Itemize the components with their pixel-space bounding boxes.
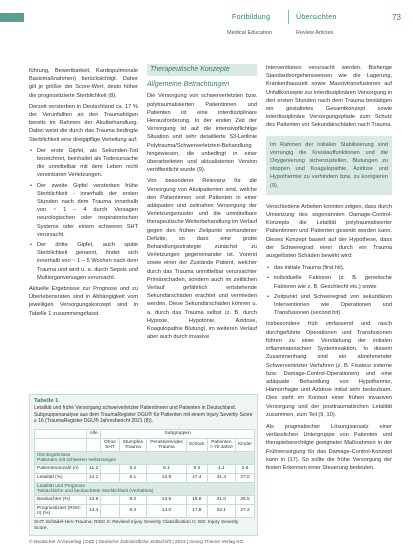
table-row-label: Letalität (%): [35, 473, 87, 482]
right-intro-paragraph: Interventionen verursacht werden. Bisherige Standardvorgehensweisen wie die Lagerung, Krankenhauszeit sowie Massivtransfusionen auf Unfallkonzepte zur interdisziplinären Versorgung in den ersten Stunden nach dem Trauma bestätigen ein gestaltetes Gesamtkonzept sowie interdisziplinäre Versorgungspfade zum Schutz des Patienten vor Sekundärschäden nach Trauma.: [266, 65, 392, 129]
sub-heading: Allgemeine Betrachtungen: [147, 81, 230, 89]
list-item: • individuelle Faktoren (z. B. genetische Faktoren wie z. B. Geschlecht etc.) sowie: [266, 274, 392, 290]
list-item: • das initiale Trauma (first hit),: [266, 264, 392, 272]
table-cell: 27.0: [236, 473, 255, 482]
table-cell: 27.2: [236, 504, 255, 517]
left-closing-paragraph: Aktuelle Ergebnisse zur Prognose und zu Überlebensraten sind in Abhängigkeit vom jeweiligen Versorgungskonzept sind in Tabelle 1 zusammengefasst.: [29, 286, 138, 317]
table-cell: 8.1: [147, 464, 187, 473]
table-group-row: [35, 482, 255, 495]
table-cell: 14.1: [87, 473, 101, 482]
table-grid: [34, 429, 255, 518]
table-header-cell: [35, 429, 87, 438]
table-group-label: Letalität und Prognose Tatsächliche und beobachtete Sterblichkeit (Verhältnis): [35, 482, 255, 495]
table-header-cell: [87, 438, 101, 451]
table-cell: 4.1: [207, 464, 235, 473]
table-header-cell: Alle: [87, 429, 101, 438]
middle-column: [147, 64, 257, 345]
table-cell: 13.8: [147, 473, 187, 482]
table-cell: [101, 504, 119, 517]
table-header-cell: Patienten > 70 Jahre: [207, 438, 235, 451]
table-cell: 14.0: [147, 504, 187, 517]
header-tab-fortbildung: Fortbildung: [232, 14, 271, 21]
left-column: [29, 67, 138, 321]
table-row: [35, 473, 255, 482]
table-cell: 13.9: [87, 495, 101, 504]
header-sub-medical-education: Medical Education: [227, 30, 272, 36]
table-title: Tabelle 1: [34, 398, 59, 404]
middle-paragraph-1: Die Versorgung von schwerverletzten bzw. polytraumatisierten Patientinnen und Patienten ist eine interdisziplinäre Herausforderung. In der ersten Zeit der Versorgung ist auf die intensivpflichtige Situation und sehr detaillierte S3-Leitlinie Polytrauma/Schwerverletzten-Behandlung hingewiesen, die unbedingt in einer überarbeiteten und aktualisierten Version veröffentlicht wurde (9).: [147, 93, 257, 174]
corner-accent-bar: [0, 13, 24, 22]
right-closing-paragraph-2: Als pragmatischer Lösungsansatz einer verlässlichen Untergruppe von Patienten und therapieberechtigte geeigneter Maßnahmen in der Frühversorgung für das Damage-Control-Konzept kann in (17). So sollte die frühe Versorgung der festen Erkennen einer Steuerung bedeuten.: [266, 423, 392, 471]
page-number: 73: [392, 13, 401, 22]
list-item: • Der erste Gipfel, als Sekunden-Tod bezeichnet, beinhaltet als Todesursache die unmittelbar mit dem Leben nicht vereinbaren Verletzungen.: [29, 147, 138, 180]
table-header-cell: Subgruppen: [101, 429, 255, 438]
table-cell: 16.8: [186, 495, 207, 504]
table-row: [35, 504, 255, 517]
table-header-cell: Stumpfes Trauma: [119, 438, 147, 451]
table-cell: 2.6: [236, 464, 255, 473]
table-footnote: SHT: Schädel-Hirn-Trauma; RISC II: Revised Injury Severity Classification II; ISS: Injury Severity Score.: [34, 519, 239, 531]
table-row: [35, 464, 255, 473]
header-divider: [288, 10, 289, 24]
list-item: • Zeitpunkt und Schweregrad von sekundären Interventionen wie Operationen und Transfusionen (second hit).: [266, 293, 392, 318]
table-header-cell: Ohne SHT: [101, 438, 119, 451]
damage-control-list: [266, 264, 392, 317]
table-group-row: [35, 451, 255, 464]
table-row-label: Patientenanzahl (n): [35, 464, 87, 473]
right-closing-paragraph-1: Insbesondere früh umfassend und rasch durchgeführte Operationen und Transfusionen führen zu einer Verstärkung der initialen inflammatorischen Systemreaktion. In diesem Zusammenhang sind ein abnehmender Schwerverletzter Verfahren (z. B. Fixateur externe bzw. Damage-Control-Operationen) und eine adäquate Behandlung von Hypothermie, Hämorrhagie und Azidose initial sehr bedeutsam. Dies steht im Kontext einer frühen invasiven Versorgung und der posttraumatischen Letalität zusammen, zum Teil (9, 10).: [266, 321, 392, 418]
table-cell: 14.4: [87, 504, 101, 517]
table-row-label: Prognostiziert (RISC II) (%): [35, 504, 87, 517]
table-cell: [101, 473, 119, 482]
list-item: • Der dritte Gipfel, auch späte Sterblichkeit genannt, findet sich innerhalb von ~ 1 – 5 Wochen nach dem Trauma und wird u. a. durch Sepsis und Multiorganversagen verursacht.: [29, 241, 138, 282]
section-title: Therapeutische Konzepte: [147, 64, 257, 76]
table-1: [29, 394, 258, 536]
table-cell: [101, 464, 119, 473]
table-caption: Letalität und frühe Versorgung schwerverletzter Patientinnen und Patienten in Deutschland. Subgruppenanalyse aus dem TraumaRegister DGU® für Patienten mit einem Injury Severity Score ≥ 16 (TraumaRegister DGU® Jahresbericht 2021 (8)).: [34, 405, 253, 425]
table-cell: 9.0: [119, 495, 147, 504]
table-cell: 17.8: [186, 504, 207, 517]
header-sub-review-articles: Review Articles: [296, 30, 334, 36]
table-row-label: Beobachtet (%): [35, 495, 87, 504]
table-header-cell: [35, 438, 87, 451]
left-paragraph-2: Derzeit versterben in Deutschland ca. 17 % der Verunfallten an den Traumafolgen bereits im Rahmen der Akutbehandlung. Dabei weist die durch das Trauma bedingte Sterblichkeit eine dreigipflige Verteilung auf:: [29, 103, 138, 143]
right-column: [266, 64, 392, 476]
table-header-row: [35, 438, 255, 451]
table-cell: 31.4: [207, 473, 235, 482]
mortality-peaks-list: [29, 147, 138, 282]
table-cell: [101, 495, 119, 504]
table-cell: 13.6: [147, 495, 187, 504]
right-paragraph-1: Verschiedene Arbeiten konnten zeigen, dass durch Umsetzung des sogenannten Damage-Control-Konzepts die Letalität polytraumatisierter Patientinnen und Patienten gesenkt werden kann. Dieses Konzept basiert auf der Hypothese, dass der Schweregrad einer durch ein Trauma ausgelösten Schäden bewirkt wird:: [266, 203, 392, 260]
table-cell: 26.5: [236, 495, 255, 504]
highlight-callout: Im Rahmen der initialen Stabilisierung sind vorrangig die Kreislauffunktionen und die Oxygenierung sicherzustellen, Blutungen zu stoppen und Koagulopathie, Azidose und Hypothermie zu verhindern bzw. zu korrigieren (9).: [266, 136, 392, 195]
table-header-cell: Kinder: [236, 438, 255, 451]
table-cell: 11.2: [87, 464, 101, 473]
table-cell: 9.3: [186, 464, 207, 473]
table-cell: 5.4: [119, 464, 147, 473]
page-footer: © Deutscher Ärzteverlag | DZZ | Deutsche Zahnärztliche Zeitschrift | 2023 | Georg Thieme Verlag KG: [29, 540, 244, 545]
table-cell: 32.1: [207, 504, 235, 517]
table-cell: 17.4: [186, 473, 207, 482]
table-row: [35, 495, 255, 504]
table-header-row: [35, 429, 255, 438]
table-header-cell: Schock: [186, 438, 207, 451]
page-header: [0, 0, 413, 40]
left-paragraph-1: führung, Bewertbarkeit, Kardiopulmonale Basismaßnahmen) berücksichtigt. Daher gilt je größer der Score-Wert, desto höher die prognostizierte Sterblichkeit (8).: [29, 68, 138, 99]
table-cell: 9.1: [119, 473, 147, 482]
table-header-cell: Penetrierendes Trauma: [147, 438, 187, 451]
header-tab-uebersichten: Übersichten: [296, 14, 337, 21]
middle-paragraph-2: Von besonderer Relevanz für die Versorgung von Akutpatienten sind, welche den Patientinnen und Patienten in einer adäquaten und zeitnahen Versorgung der Verletzungsmuster und die unmittelbare therapeutische Weiterbehandlung im Verlauf gegen den frühen Zeitpunkt vorhandener Defizite, so dass eine grobe Behandlungsstrategie zunächst zu Verletzungen gegeneinander ist. Vorerst sowie einer der Zustände Patient, welcher durch das Trauma unmittelbar verursachter Primärschaden, sondern auch im zeitlichen Verlauf gefährlich entstehende Sekundärschäden erachtet und vermieden werden. Diese Sekundärschäden können u. a. durch das Trauma selbst (z. B. durch Hypoxie, Hypotonie, Azidose, Koagulopathie Blutung), im weiteren Verlauf aber auch durch invasive: [147, 178, 257, 341]
list-item: • Der zweite Gipfel versterben frühe Sterblichkeit - innerhalb der ersten Stunden nach dem Trauma innerhalb von ~ 1 – 4 durch Versagen neurologischen oder respiratorischen Systems oder einem schweren SHT verursacht.: [29, 182, 138, 239]
table-cell: 9.3: [119, 504, 147, 517]
table-group-label: ISS-Ergebnisse Patienten mit schweren Verletzungen: [35, 451, 255, 464]
table-cell: 31.0: [207, 495, 235, 504]
